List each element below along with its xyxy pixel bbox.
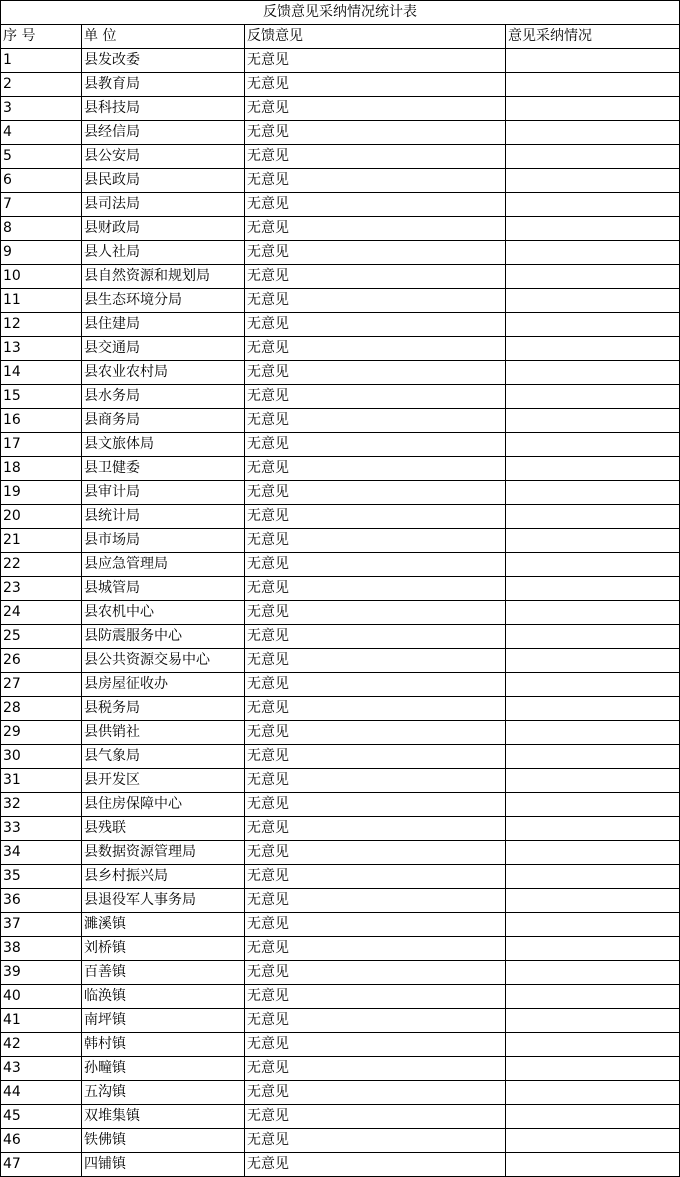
- cell-serial-number: 8: [1, 217, 82, 241]
- cell-adoption-status: [506, 169, 680, 193]
- cell-unit: 百善镇: [82, 961, 245, 985]
- cell-unit: 县水务局: [82, 385, 245, 409]
- cell-feedback: 无意见: [245, 337, 506, 361]
- cell-adoption-status: [506, 385, 680, 409]
- cell-adoption-status: [506, 1057, 680, 1081]
- cell-unit: 县公共资源交易中心: [82, 649, 245, 673]
- table-row: [1, 1057, 680, 1081]
- cell-unit: 县交通局: [82, 337, 245, 361]
- table-row: [1, 625, 680, 649]
- cell-adoption-status: [506, 889, 680, 913]
- cell-serial-number: 18: [1, 457, 82, 481]
- cell-unit: 县农业农村局: [82, 361, 245, 385]
- cell-feedback: 无意见: [245, 385, 506, 409]
- cell-unit: 县住建局: [82, 313, 245, 337]
- cell-adoption-status: [506, 841, 680, 865]
- header-serial-number: 序 号: [1, 25, 82, 49]
- cell-feedback: 无意见: [245, 505, 506, 529]
- cell-feedback: 无意见: [245, 1129, 506, 1153]
- cell-feedback: 无意见: [245, 409, 506, 433]
- table-row: [1, 769, 680, 793]
- table-row: [1, 841, 680, 865]
- header-feedback: 反馈意见: [245, 25, 506, 49]
- cell-adoption-status: [506, 1009, 680, 1033]
- cell-unit: 县城管局: [82, 577, 245, 601]
- cell-unit: 县公安局: [82, 145, 245, 169]
- table-row: [1, 601, 680, 625]
- cell-serial-number: 44: [1, 1081, 82, 1105]
- cell-unit: 县开发区: [82, 769, 245, 793]
- cell-feedback: 无意见: [245, 457, 506, 481]
- cell-adoption-status: [506, 817, 680, 841]
- cell-unit: 县乡村振兴局: [82, 865, 245, 889]
- table-row: [1, 289, 680, 313]
- cell-feedback: 无意见: [245, 145, 506, 169]
- table-row: [1, 481, 680, 505]
- cell-feedback: 无意见: [245, 1153, 506, 1177]
- table-row: [1, 529, 680, 553]
- table-row: [1, 577, 680, 601]
- cell-unit: 县农机中心: [82, 601, 245, 625]
- table-row: [1, 121, 680, 145]
- cell-unit: 县应急管理局: [82, 553, 245, 577]
- cell-adoption-status: [506, 721, 680, 745]
- table-row: [1, 313, 680, 337]
- cell-adoption-status: [506, 601, 680, 625]
- cell-adoption-status: [506, 73, 680, 97]
- cell-feedback: 无意见: [245, 721, 506, 745]
- table-row: [1, 793, 680, 817]
- cell-serial-number: 17: [1, 433, 82, 457]
- table-row: [1, 505, 680, 529]
- cell-feedback: 无意见: [245, 1009, 506, 1033]
- table-row: [1, 553, 680, 577]
- cell-feedback: 无意见: [245, 217, 506, 241]
- cell-serial-number: 9: [1, 241, 82, 265]
- table-title: 反馈意见采纳情况统计表: [1, 1, 680, 25]
- cell-unit: 县房屋征收办: [82, 673, 245, 697]
- table-row: [1, 169, 680, 193]
- cell-serial-number: 43: [1, 1057, 82, 1081]
- cell-unit: 县教育局: [82, 73, 245, 97]
- cell-adoption-status: [506, 913, 680, 937]
- cell-serial-number: 23: [1, 577, 82, 601]
- cell-serial-number: 7: [1, 193, 82, 217]
- cell-serial-number: 1: [1, 49, 82, 73]
- cell-feedback: 无意见: [245, 601, 506, 625]
- table-body: [1, 1, 680, 1177]
- cell-serial-number: 46: [1, 1129, 82, 1153]
- cell-adoption-status: [506, 289, 680, 313]
- cell-adoption-status: [506, 1105, 680, 1129]
- cell-adoption-status: [506, 937, 680, 961]
- table-row: [1, 1033, 680, 1057]
- table-row: [1, 49, 680, 73]
- cell-feedback: 无意见: [245, 1105, 506, 1129]
- cell-unit: 县发改委: [82, 49, 245, 73]
- table-row: [1, 865, 680, 889]
- cell-unit: 县文旅体局: [82, 433, 245, 457]
- cell-adoption-status: [506, 577, 680, 601]
- cell-feedback: 无意见: [245, 73, 506, 97]
- table-row: [1, 1105, 680, 1129]
- cell-adoption-status: [506, 745, 680, 769]
- cell-adoption-status: [506, 649, 680, 673]
- cell-serial-number: 12: [1, 313, 82, 337]
- cell-unit: 县退役军人事务局: [82, 889, 245, 913]
- cell-adoption-status: [506, 505, 680, 529]
- cell-adoption-status: [506, 865, 680, 889]
- table-row: [1, 193, 680, 217]
- cell-serial-number: 3: [1, 97, 82, 121]
- cell-serial-number: 6: [1, 169, 82, 193]
- cell-feedback: 无意见: [245, 49, 506, 73]
- cell-unit: 临涣镇: [82, 985, 245, 1009]
- cell-adoption-status: [506, 97, 680, 121]
- cell-unit: 濉溪镇: [82, 913, 245, 937]
- cell-unit: 韩村镇: [82, 1033, 245, 1057]
- cell-feedback: 无意见: [245, 817, 506, 841]
- cell-adoption-status: [506, 265, 680, 289]
- cell-serial-number: 30: [1, 745, 82, 769]
- cell-serial-number: 45: [1, 1105, 82, 1129]
- cell-unit: 县统计局: [82, 505, 245, 529]
- cell-adoption-status: [506, 121, 680, 145]
- table-row: [1, 721, 680, 745]
- cell-unit: 县人社局: [82, 241, 245, 265]
- table-row: [1, 1129, 680, 1153]
- cell-feedback: 无意见: [245, 241, 506, 265]
- cell-adoption-status: [506, 1033, 680, 1057]
- cell-unit: 县审计局: [82, 481, 245, 505]
- table-row: [1, 697, 680, 721]
- cell-serial-number: 37: [1, 913, 82, 937]
- table-row: [1, 937, 680, 961]
- cell-feedback: 无意见: [245, 169, 506, 193]
- cell-unit: 县经信局: [82, 121, 245, 145]
- cell-serial-number: 16: [1, 409, 82, 433]
- cell-unit: 县数据资源管理局: [82, 841, 245, 865]
- cell-serial-number: 14: [1, 361, 82, 385]
- cell-feedback: 无意见: [245, 841, 506, 865]
- table-row: [1, 1081, 680, 1105]
- cell-adoption-status: [506, 145, 680, 169]
- cell-serial-number: 34: [1, 841, 82, 865]
- cell-serial-number: 25: [1, 625, 82, 649]
- cell-serial-number: 22: [1, 553, 82, 577]
- cell-feedback: 无意见: [245, 697, 506, 721]
- cell-unit: 刘桥镇: [82, 937, 245, 961]
- cell-serial-number: 47: [1, 1153, 82, 1177]
- cell-unit: 铁佛镇: [82, 1129, 245, 1153]
- cell-serial-number: 40: [1, 985, 82, 1009]
- cell-feedback: 无意见: [245, 193, 506, 217]
- table-row: [1, 361, 680, 385]
- cell-unit: 县自然资源和规划局: [82, 265, 245, 289]
- table-row: [1, 433, 680, 457]
- cell-feedback: 无意见: [245, 121, 506, 145]
- cell-serial-number: 27: [1, 673, 82, 697]
- cell-unit: 双堆集镇: [82, 1105, 245, 1129]
- cell-serial-number: 39: [1, 961, 82, 985]
- cell-unit: 县市场局: [82, 529, 245, 553]
- cell-unit: 县民政局: [82, 169, 245, 193]
- cell-adoption-status: [506, 457, 680, 481]
- cell-adoption-status: [506, 985, 680, 1009]
- cell-adoption-status: [506, 793, 680, 817]
- table-row: [1, 889, 680, 913]
- cell-feedback: 无意见: [245, 625, 506, 649]
- cell-unit: 县住房保障中心: [82, 793, 245, 817]
- cell-adoption-status: [506, 961, 680, 985]
- table-row: [1, 649, 680, 673]
- cell-feedback: 无意见: [245, 913, 506, 937]
- table-row: [1, 385, 680, 409]
- cell-serial-number: 20: [1, 505, 82, 529]
- title-row: [1, 1, 680, 25]
- cell-feedback: 无意见: [245, 961, 506, 985]
- cell-unit: 五沟镇: [82, 1081, 245, 1105]
- cell-serial-number: 5: [1, 145, 82, 169]
- cell-serial-number: 29: [1, 721, 82, 745]
- cell-feedback: 无意见: [245, 553, 506, 577]
- cell-adoption-status: [506, 361, 680, 385]
- table-row: [1, 217, 680, 241]
- cell-feedback: 无意见: [245, 769, 506, 793]
- table-row: [1, 73, 680, 97]
- cell-feedback: 无意见: [245, 793, 506, 817]
- cell-unit: 县财政局: [82, 217, 245, 241]
- cell-serial-number: 19: [1, 481, 82, 505]
- cell-serial-number: 33: [1, 817, 82, 841]
- cell-adoption-status: [506, 697, 680, 721]
- table-row: [1, 985, 680, 1009]
- cell-serial-number: 32: [1, 793, 82, 817]
- cell-unit: 县生态环境分局: [82, 289, 245, 313]
- cell-serial-number: 13: [1, 337, 82, 361]
- cell-feedback: 无意见: [245, 481, 506, 505]
- cell-feedback: 无意见: [245, 1033, 506, 1057]
- cell-feedback: 无意见: [245, 265, 506, 289]
- cell-unit: 县科技局: [82, 97, 245, 121]
- cell-adoption-status: [506, 1153, 680, 1177]
- cell-unit: 县税务局: [82, 697, 245, 721]
- cell-feedback: 无意见: [245, 745, 506, 769]
- cell-adoption-status: [506, 529, 680, 553]
- cell-serial-number: 2: [1, 73, 82, 97]
- cell-adoption-status: [506, 1129, 680, 1153]
- cell-feedback: 无意见: [245, 865, 506, 889]
- cell-unit: 县残联: [82, 817, 245, 841]
- cell-unit: 县卫健委: [82, 457, 245, 481]
- table-row: [1, 409, 680, 433]
- cell-feedback: 无意见: [245, 889, 506, 913]
- cell-unit: 县气象局: [82, 745, 245, 769]
- cell-serial-number: 11: [1, 289, 82, 313]
- cell-serial-number: 35: [1, 865, 82, 889]
- cell-feedback: 无意见: [245, 1081, 506, 1105]
- cell-unit: 南坪镇: [82, 1009, 245, 1033]
- cell-adoption-status: [506, 409, 680, 433]
- cell-serial-number: 36: [1, 889, 82, 913]
- cell-feedback: 无意见: [245, 937, 506, 961]
- cell-serial-number: 38: [1, 937, 82, 961]
- cell-adoption-status: [506, 313, 680, 337]
- cell-serial-number: 31: [1, 769, 82, 793]
- table-row: [1, 337, 680, 361]
- cell-feedback: 无意见: [245, 313, 506, 337]
- cell-adoption-status: [506, 625, 680, 649]
- cell-unit: 县商务局: [82, 409, 245, 433]
- table-row: [1, 961, 680, 985]
- cell-serial-number: 42: [1, 1033, 82, 1057]
- table-row: [1, 673, 680, 697]
- table-row: [1, 1009, 680, 1033]
- header-row: [1, 25, 680, 49]
- cell-feedback: 无意见: [245, 673, 506, 697]
- cell-serial-number: 28: [1, 697, 82, 721]
- cell-adoption-status: [506, 769, 680, 793]
- cell-adoption-status: [506, 241, 680, 265]
- cell-serial-number: 24: [1, 601, 82, 625]
- cell-unit: 县供销社: [82, 721, 245, 745]
- cell-feedback: 无意见: [245, 577, 506, 601]
- cell-feedback: 无意见: [245, 529, 506, 553]
- cell-serial-number: 26: [1, 649, 82, 673]
- cell-adoption-status: [506, 337, 680, 361]
- header-adoption-status: 意见采纳情况: [506, 25, 680, 49]
- cell-feedback: 无意见: [245, 985, 506, 1009]
- table-row: [1, 265, 680, 289]
- cell-unit: 县防震服务中心: [82, 625, 245, 649]
- cell-adoption-status: [506, 433, 680, 457]
- table-row: [1, 97, 680, 121]
- cell-adoption-status: [506, 1081, 680, 1105]
- table-row: [1, 241, 680, 265]
- cell-adoption-status: [506, 553, 680, 577]
- cell-feedback: 无意见: [245, 433, 506, 457]
- cell-serial-number: 15: [1, 385, 82, 409]
- table-row: [1, 817, 680, 841]
- cell-adoption-status: [506, 217, 680, 241]
- cell-feedback: 无意见: [245, 97, 506, 121]
- cell-feedback: 无意见: [245, 649, 506, 673]
- cell-feedback: 无意见: [245, 289, 506, 313]
- cell-feedback: 无意见: [245, 361, 506, 385]
- cell-adoption-status: [506, 49, 680, 73]
- header-unit: 单 位: [82, 25, 245, 49]
- table-row: [1, 457, 680, 481]
- cell-serial-number: 41: [1, 1009, 82, 1033]
- cell-adoption-status: [506, 193, 680, 217]
- cell-unit: 县司法局: [82, 193, 245, 217]
- cell-serial-number: 21: [1, 529, 82, 553]
- table-row: [1, 145, 680, 169]
- table-row: [1, 913, 680, 937]
- cell-serial-number: 10: [1, 265, 82, 289]
- cell-unit: 孙疃镇: [82, 1057, 245, 1081]
- cell-adoption-status: [506, 673, 680, 697]
- table-row: [1, 745, 680, 769]
- cell-serial-number: 4: [1, 121, 82, 145]
- cell-adoption-status: [506, 481, 680, 505]
- table-row: [1, 1153, 680, 1177]
- cell-unit: 四铺镇: [82, 1153, 245, 1177]
- cell-feedback: 无意见: [245, 1057, 506, 1081]
